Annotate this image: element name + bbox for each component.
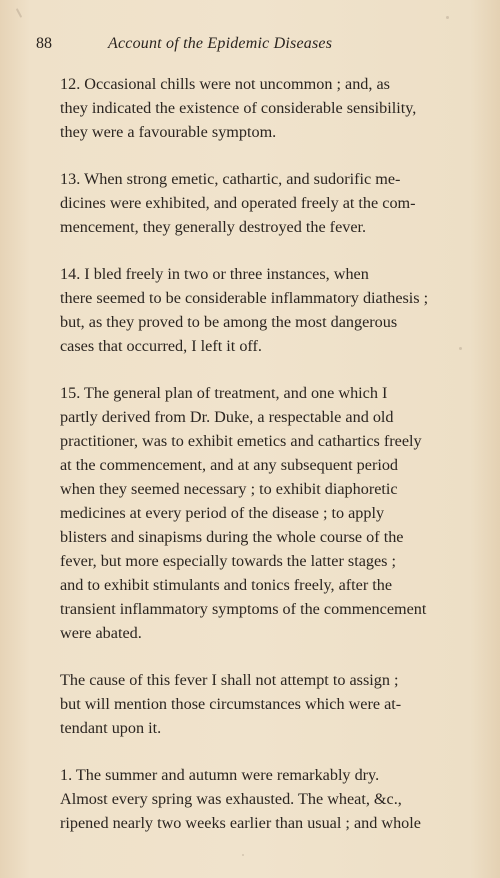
text-line: ripened nearly two weeks earlier than usual ; and whole: [60, 814, 421, 832]
running-title: Account of the Epidemic Diseases: [108, 35, 333, 52]
page-body: [38, 72, 464, 835]
paragraph-1: [38, 763, 464, 835]
paragraph-14: [38, 262, 464, 358]
paper-speck: [459, 347, 462, 350]
text-line: The cause of this fever I shall not attempt to assign ;: [60, 671, 399, 689]
text-line: but, as they proved to be among the most dangerous: [60, 313, 398, 331]
text-line: cases that occurred, I left it off.: [60, 337, 262, 355]
text-line: 14. I bled freely in two or three instances, when: [60, 265, 369, 283]
page-number: 88: [36, 35, 52, 52]
paragraph-cause: [38, 668, 464, 740]
text-line: 13. When strong emetic, cathartic, and sudorific me-: [60, 170, 401, 188]
text-line: they indicated the existence of considerable sensibility,: [60, 99, 417, 117]
paper-speck: [242, 854, 244, 856]
text-line: fever, but more especially towards the latter stages ;: [60, 552, 397, 570]
text-line: when they seemed necessary ; to exhibit diaphoretic: [60, 480, 398, 498]
text-line: partly derived from Dr. Duke, a respectable and old: [60, 408, 394, 426]
text-line: 1. The summer and autumn were remarkably dry.: [60, 766, 380, 784]
text-line: were abated.: [60, 624, 142, 642]
text-line: 15. The general plan of treatment, and one which I: [60, 384, 388, 402]
paper-speck: [16, 8, 22, 18]
text-line: mencement, they generally destroyed the fever.: [60, 218, 367, 236]
text-line: but will mention those circumstances which were at-: [60, 695, 402, 713]
text-line: medicines at every period of the disease ; to apply: [60, 504, 385, 522]
text-line: Almost every spring was exhausted. The wheat, &c.,: [60, 790, 402, 808]
text-line: there seemed to be considerable inflammatory diathesis ;: [60, 289, 429, 307]
page-header: [36, 35, 466, 59]
text-line: practitioner, was to exhibit emetics and cathartics freely: [60, 432, 422, 450]
paragraph-13: [38, 167, 464, 239]
text-line: and to exhibit stimulants and tonics freely, after the: [60, 576, 393, 594]
text-line: at the commencement, and at any subsequent period: [60, 456, 399, 474]
paragraph-15: [38, 381, 464, 645]
text-line: they were a favourable symptom.: [60, 123, 277, 141]
text-line: transient inflammatory symptoms of the commencement: [60, 600, 427, 618]
text-line: tendant upon it.: [60, 719, 162, 737]
text-line: 12. Occasional chills were not uncommon ; and, as: [60, 75, 390, 93]
paper-speck: [446, 16, 449, 19]
text-line: dicines were exhibited, and operated freely at the com-: [60, 194, 416, 212]
paragraph-12: [38, 72, 464, 144]
text-line: blisters and sinapisms during the whole course of the: [60, 528, 404, 546]
